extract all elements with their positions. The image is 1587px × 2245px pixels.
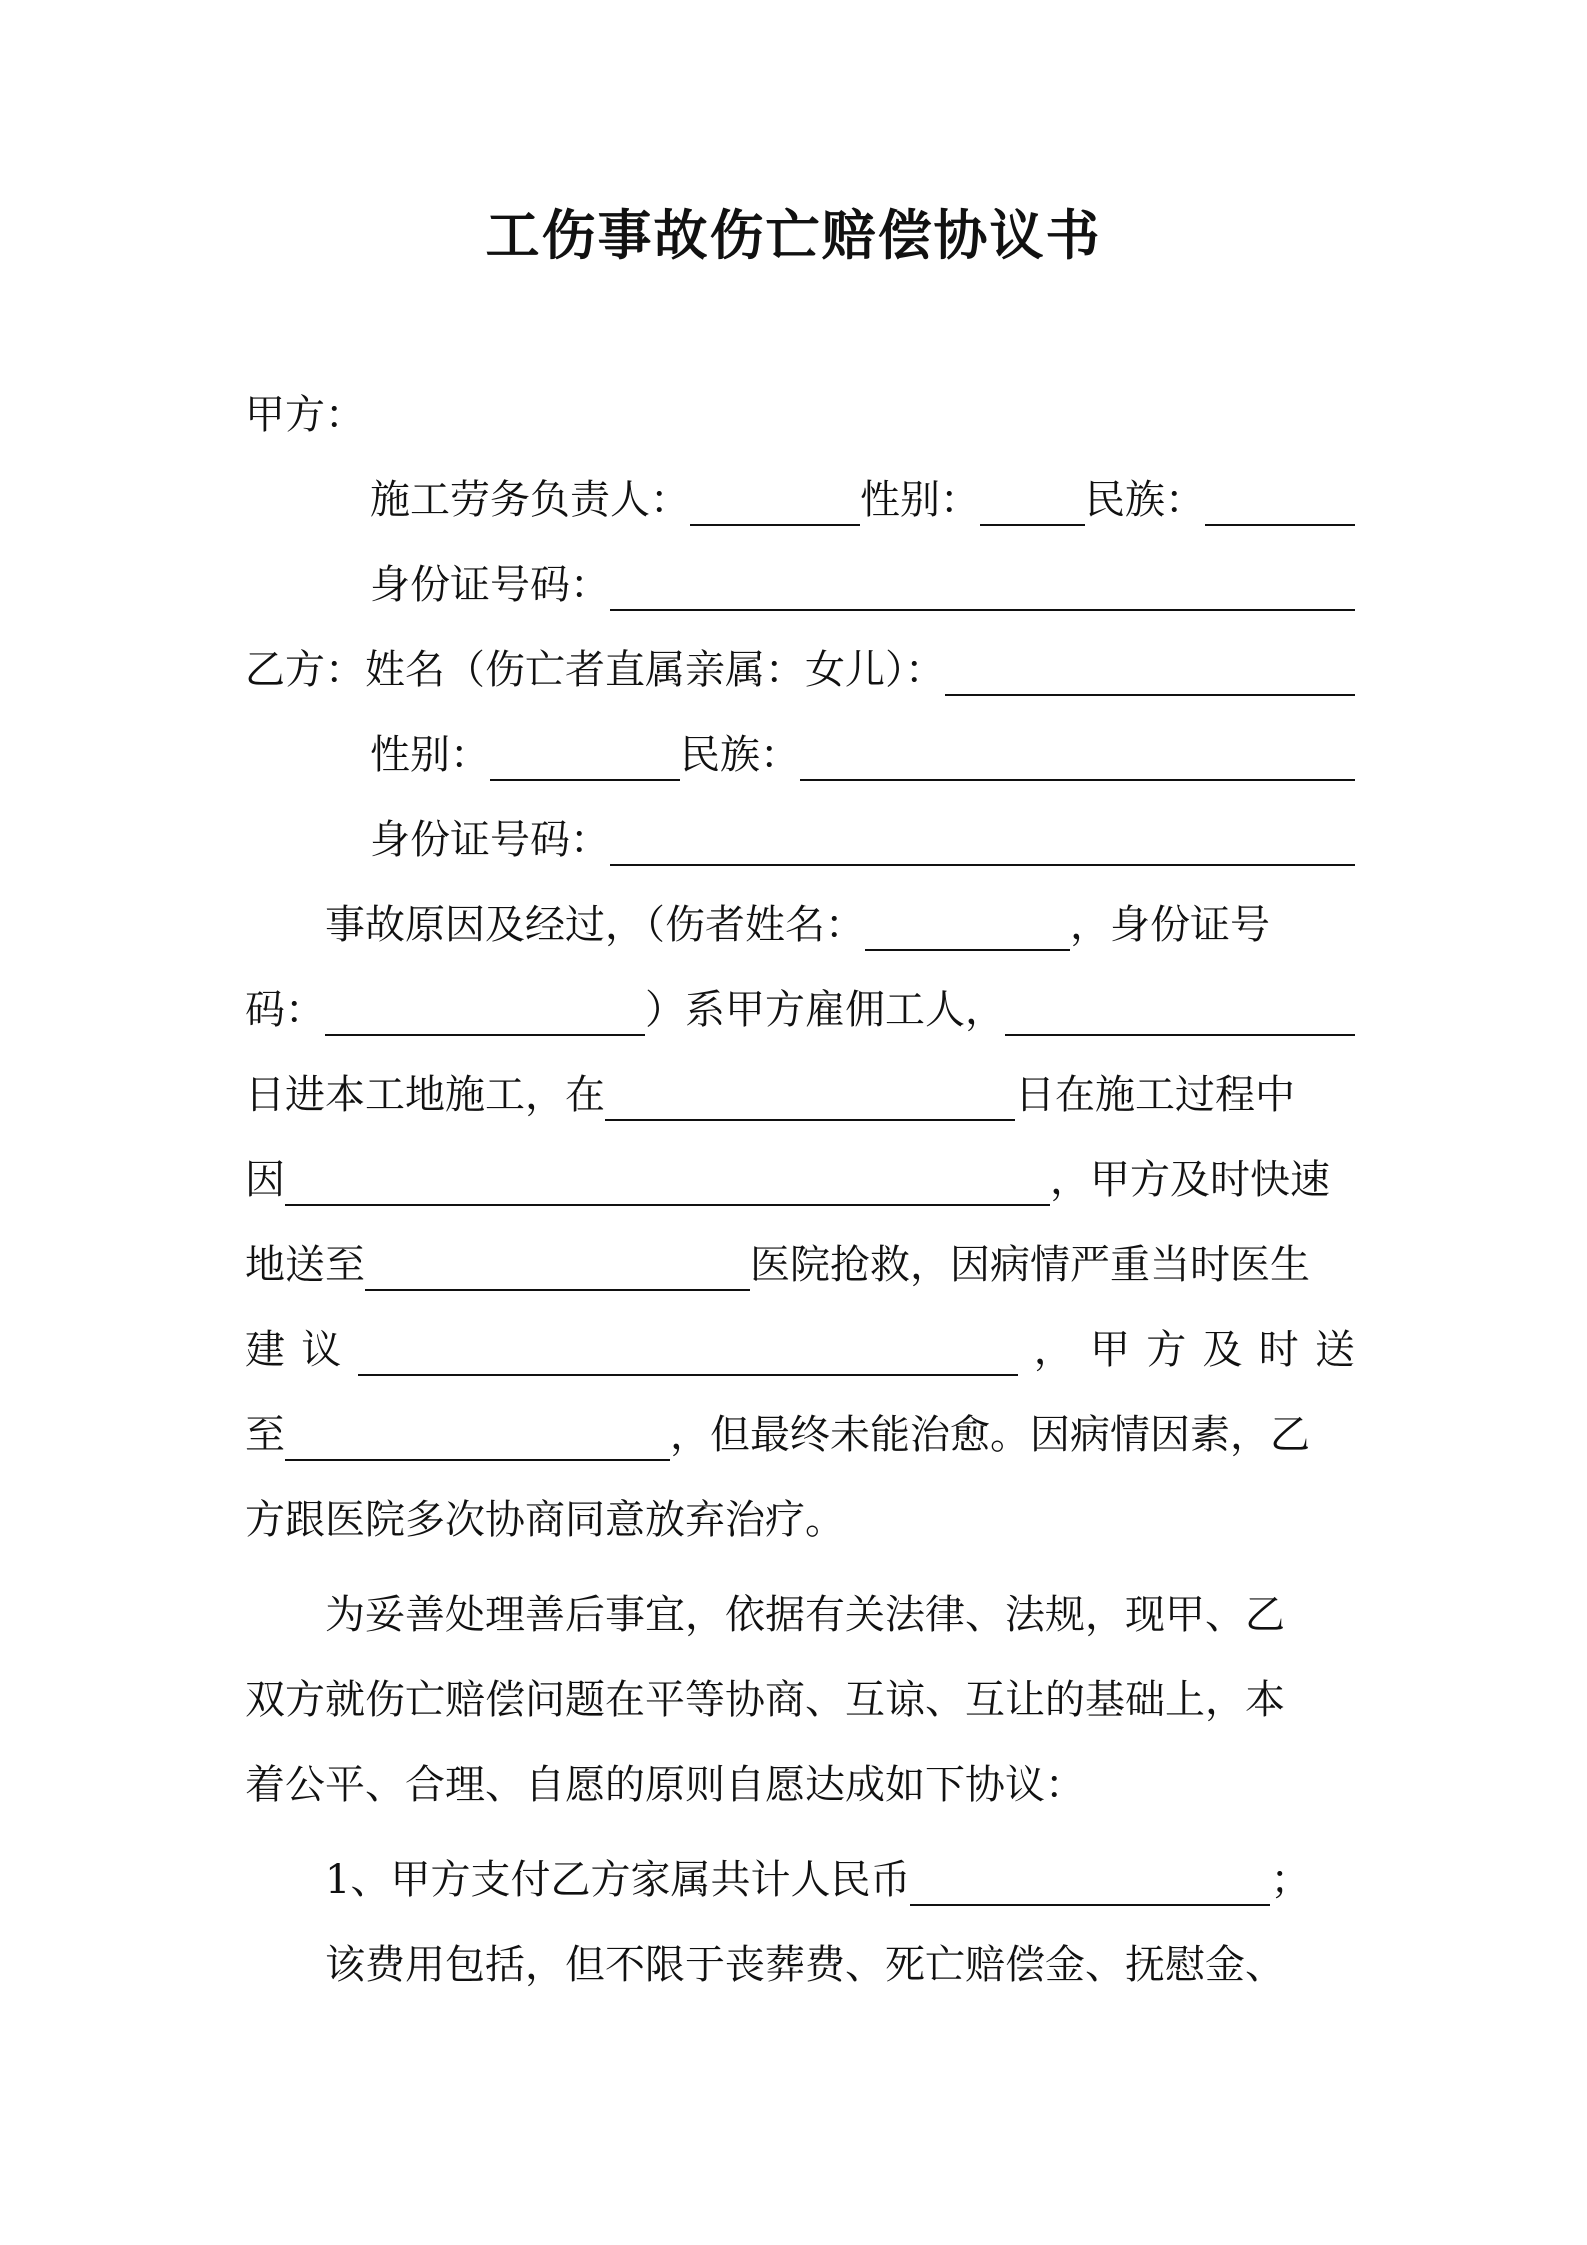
accident-text: 因 bbox=[245, 1157, 285, 1203]
accident-line-1 bbox=[325, 895, 1355, 955]
accident-text: 日进本工地施工，在 bbox=[245, 1072, 605, 1118]
accident-text: 至 bbox=[245, 1412, 285, 1458]
party-b-gender-label: 性别： bbox=[370, 732, 490, 778]
party-a-id-label: 身份证号码： bbox=[370, 562, 610, 608]
party-a-ethnicity-blank[interactable] bbox=[1205, 478, 1355, 526]
basis-text: 双方就伤亡赔偿问题在平等协商、互谅、互让的基础上，本 bbox=[245, 1677, 1285, 1723]
party-a-id-blank[interactable] bbox=[610, 563, 1355, 611]
accident-text: 议 bbox=[301, 1327, 342, 1373]
accident-text: 医院抢救，因病情严重当时医生 bbox=[750, 1242, 1310, 1288]
party-a-label: 甲方： bbox=[245, 392, 365, 438]
party-b-name-label: 姓名（伤亡者直属亲属：女儿）： bbox=[365, 647, 945, 693]
party-b-label: 乙方： bbox=[245, 647, 365, 693]
clause-1-line-2 bbox=[325, 1935, 1355, 1995]
party-a-ethnicity-label: 民族： bbox=[1085, 477, 1205, 523]
clause-1-line-1 bbox=[325, 1850, 1355, 1910]
basis-line-3 bbox=[245, 1755, 1355, 1815]
clause-text: 1、甲方支付乙方家属共计人民币 bbox=[325, 1857, 911, 1903]
accident-text: 方跟医院多次协商同意放弃治疗。 bbox=[245, 1497, 845, 1543]
accident-line-8 bbox=[245, 1490, 1355, 1550]
compensation-amount-blank[interactable] bbox=[910, 1858, 1270, 1906]
accident-text: 甲 bbox=[1090, 1327, 1130, 1373]
party-a-responsible-line bbox=[370, 470, 1355, 530]
accident-cause-blank[interactable] bbox=[285, 1158, 1050, 1206]
party-b-id-line bbox=[370, 810, 1355, 870]
party-a-gender-label: 性别： bbox=[860, 477, 980, 523]
party-b-name-blank[interactable] bbox=[945, 648, 1355, 696]
basis-text: 着公平、合理、自愿的原则自愿达成如下协议： bbox=[245, 1762, 1085, 1808]
clause-text: ； bbox=[1270, 1857, 1311, 1903]
injured-name-blank[interactable] bbox=[865, 903, 1070, 951]
hospital-name-blank[interactable] bbox=[365, 1243, 750, 1291]
accident-text: 码： bbox=[245, 987, 325, 1033]
accident-line-2 bbox=[245, 980, 1355, 1040]
accident-text: ，身份证号 bbox=[1070, 902, 1270, 948]
accident-text: 方 bbox=[1146, 1327, 1187, 1373]
party-b-gender-blank[interactable] bbox=[490, 733, 680, 781]
responsible-label: 施工劳务负责人： bbox=[370, 477, 690, 523]
accident-text: 日在施工过程中 bbox=[1015, 1072, 1295, 1118]
accident-line-3 bbox=[245, 1065, 1355, 1125]
injured-id-blank[interactable] bbox=[325, 988, 645, 1036]
clause-text: 该费用包括，但不限于丧葬费、死亡赔偿金、抚慰金、 bbox=[325, 1942, 1285, 1988]
accident-line-6 bbox=[245, 1320, 1355, 1380]
doctor-advice-blank[interactable] bbox=[358, 1328, 1018, 1376]
basis-text: 为妥善处理善后事宜，依据有关法律、法规，现甲、乙 bbox=[325, 1592, 1285, 1638]
party-b-ethnicity-label: 民族： bbox=[680, 732, 800, 778]
accident-text: ， bbox=[1033, 1327, 1074, 1373]
party-b-ethnicity-blank[interactable] bbox=[800, 733, 1355, 781]
accident-text: 及 bbox=[1202, 1327, 1243, 1373]
accident-text: 送 bbox=[1315, 1327, 1355, 1373]
party-b-id-label: 身份证号码： bbox=[370, 817, 610, 863]
accident-text: 事故原因及经过，（伤者姓名： bbox=[325, 902, 865, 948]
accident-line-4 bbox=[245, 1150, 1355, 1210]
party-b-gender-line bbox=[370, 725, 1355, 785]
accident-text: 建 bbox=[245, 1327, 285, 1373]
basis-line-2 bbox=[245, 1670, 1355, 1730]
responsible-name-blank[interactable] bbox=[690, 478, 860, 526]
accident-date-blank[interactable] bbox=[605, 1073, 1015, 1121]
accident-line-7 bbox=[245, 1405, 1355, 1465]
hire-date-blank[interactable] bbox=[1005, 988, 1355, 1036]
document-title: 工伤事故伤亡赔偿协议书 bbox=[485, 203, 1102, 267]
party-a-heading bbox=[245, 385, 1355, 445]
basis-line-1 bbox=[325, 1585, 1355, 1645]
party-a-gender-blank[interactable] bbox=[980, 478, 1085, 526]
party-b-id-blank[interactable] bbox=[610, 818, 1355, 866]
accident-text: 地送至 bbox=[245, 1242, 365, 1288]
accident-text: ，但最终未能治愈。因病情因素，乙 bbox=[670, 1412, 1310, 1458]
party-b-name-line bbox=[245, 640, 1355, 700]
transfer-hospital-blank[interactable] bbox=[285, 1413, 670, 1461]
party-a-id-line bbox=[370, 555, 1355, 615]
accident-text: 时 bbox=[1258, 1327, 1299, 1373]
accident-text: ）系甲方雇佣工人， bbox=[645, 987, 1005, 1033]
accident-text: ，甲方及时快速 bbox=[1050, 1157, 1330, 1203]
accident-line-5 bbox=[245, 1235, 1355, 1295]
